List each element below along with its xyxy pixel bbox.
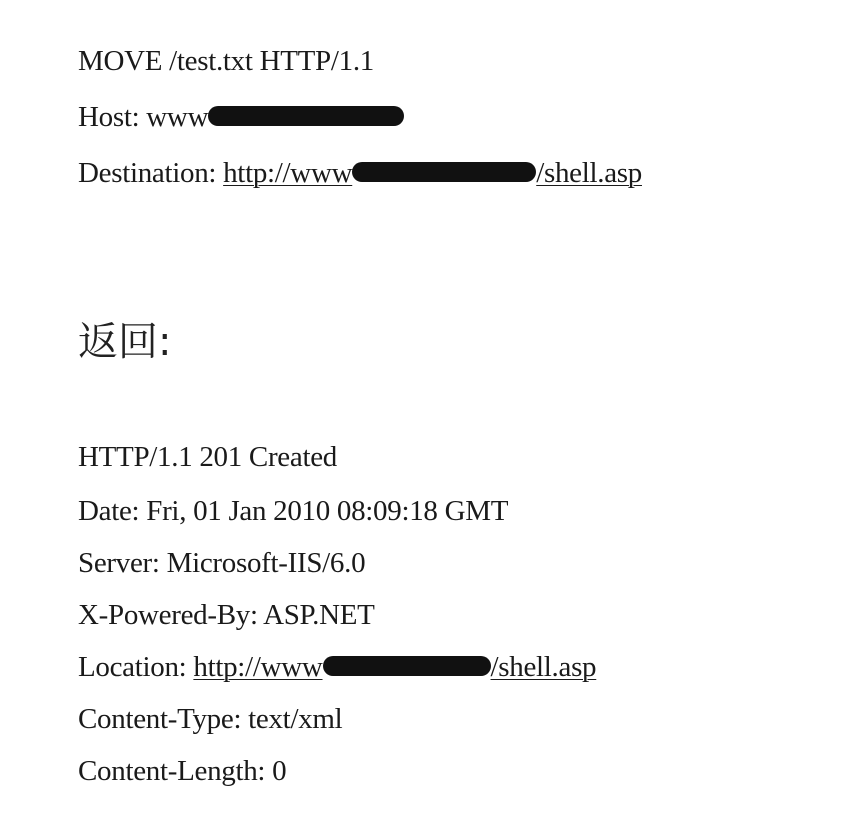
content-length-header: Content-Length: 0: [78, 755, 287, 787]
location-label: Location:: [78, 651, 194, 683]
destination-url-end: /shell.asp: [536, 157, 642, 189]
location-header: [78, 650, 596, 684]
response-heading: 返回:: [78, 319, 172, 365]
redaction-mark: [208, 106, 404, 126]
destination-label: Destination:: [78, 157, 224, 189]
location-url-start: http://www: [193, 651, 323, 683]
host-header-text: Host: www: [78, 101, 209, 133]
destination-url-start: http://www: [223, 157, 353, 189]
server-header: Server: Microsoft-IIS/6.0: [78, 547, 366, 579]
location-url-end: /shell.asp: [490, 651, 597, 683]
destination-link[interactable]: [223, 157, 642, 189]
destination-header: [78, 156, 642, 190]
redaction-mark: [323, 656, 491, 676]
redaction-mark: [352, 162, 536, 182]
powered-by-header: X-Powered-By: ASP.NET: [78, 599, 375, 631]
response-status-line: HTTP/1.1 201 Created: [78, 441, 337, 473]
content-type-header: Content-Type: text/xml: [78, 703, 343, 735]
date-header: Date: Fri, 01 Jan 2010 08:09:18 GMT: [78, 495, 509, 527]
location-link[interactable]: [193, 651, 596, 683]
host-header: [78, 100, 404, 134]
request-line: MOVE /test.txt HTTP/1.1: [78, 45, 374, 77]
